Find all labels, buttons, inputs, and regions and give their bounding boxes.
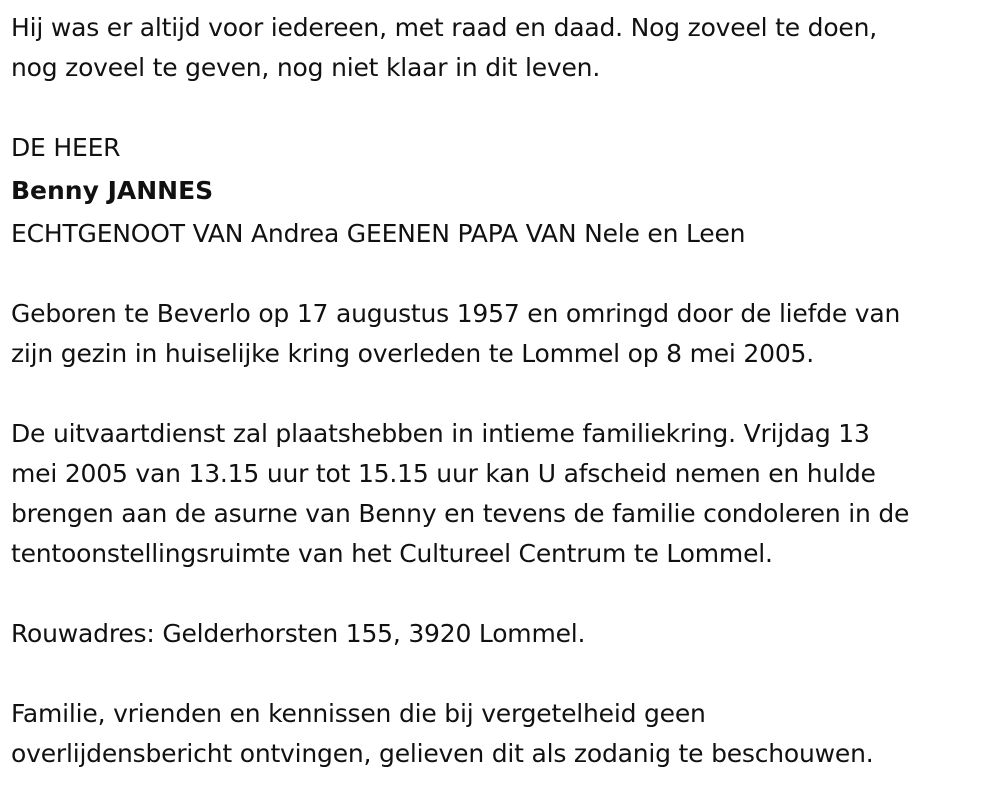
birth-death-line-1: Geboren te Beverlo op 17 augustus 1957 en omringd door de liefde van <box>11 299 901 328</box>
service-paragraph <box>11 414 988 574</box>
mourning-address: Rouwadres: Gelderhorsten 155, 3920 Lommel. <box>11 619 586 648</box>
birth-death-line-2: zijn gezin in huiselijke kring overleden te Lommel op 8 mei 2005. <box>11 339 814 368</box>
intro-line-2: nog zoveel te geven, nog niet klaar in dit leven. <box>11 53 601 82</box>
intro-line-1: Hij was er altijd voor iedereen, met raad en daad. Nog zoveel te doen, <box>11 13 877 42</box>
closing-line-1: Familie, vrienden en kennissen die bij vergetelheid geen <box>11 699 706 728</box>
address-paragraph <box>11 614 988 654</box>
deceased-block <box>11 128 988 254</box>
service-line-1: De uitvaartdienst zal plaatshebben in intieme familiekring. Vrijdag 13 <box>11 419 870 448</box>
birth-death-paragraph <box>11 294 988 374</box>
spacer <box>11 254 988 294</box>
service-line-3: brengen aan de asurne van Benny en tevens de familie condoleren in de <box>11 499 910 528</box>
closing-line-2: overlijdensbericht ontvingen, gelieven dit als zodanig te beschouwen. <box>11 739 874 768</box>
family-relations: ECHTGENOOT VAN Andrea GEENEN PAPA VAN Nele en Leen <box>11 219 746 248</box>
service-line-2: mei 2005 van 13.15 uur tot 15.15 uur kan U afscheid nemen en hulde <box>11 459 876 488</box>
service-line-4: tentoonstellingsruimte van het Cultureel Centrum te Lommel. <box>11 539 773 568</box>
spacer <box>11 88 988 128</box>
deceased-name: Benny JANNES <box>11 176 214 205</box>
spacer <box>11 654 988 694</box>
intro-paragraph <box>11 8 988 88</box>
spacer <box>11 374 988 414</box>
closing-paragraph <box>11 694 988 774</box>
honorific-title: DE HEER <box>11 133 121 162</box>
spacer <box>11 574 988 614</box>
